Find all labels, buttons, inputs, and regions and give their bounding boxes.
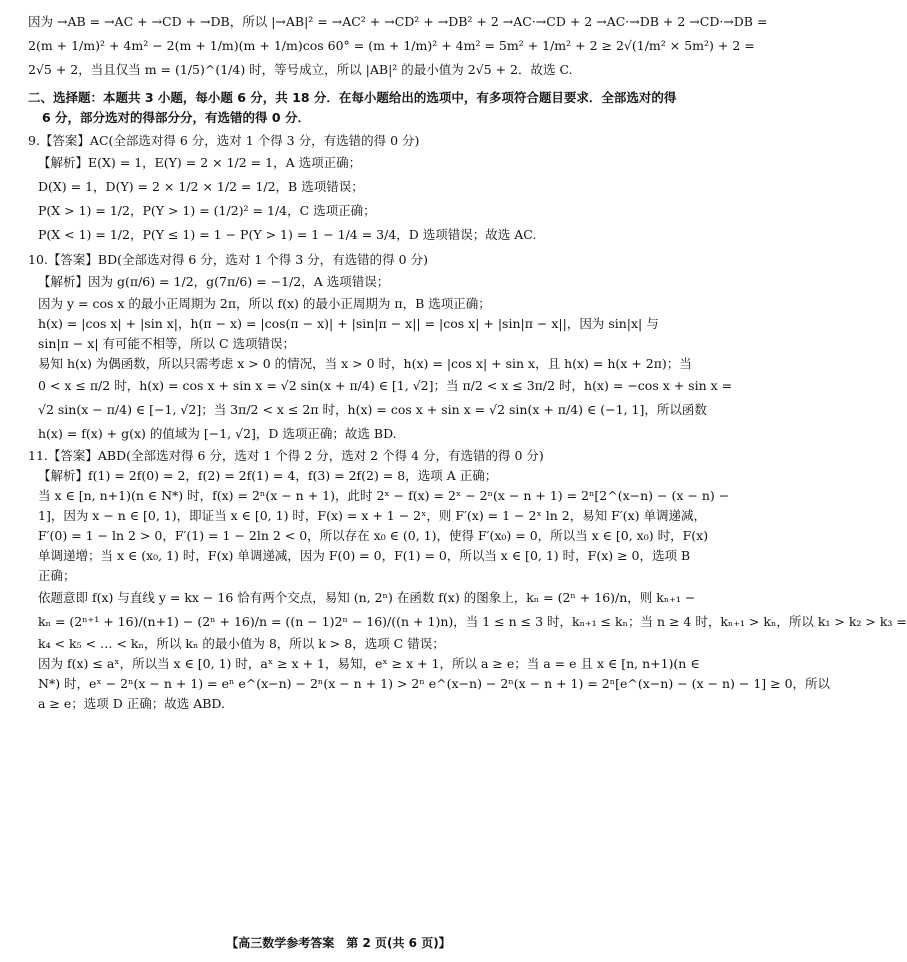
text-line: 10.【答案】BD(全部选对得 6 分，选对 1 个得 3 分，有选错的得 0 分) (28, 252, 428, 267)
text-line: F′(0) = 1 − ln 2 > 0，F′(1) = 1 − 2ln 2 < 0，所以存在 x₀ ∈ (0, 1)，使得 F′(x₀) = 0，所以当 x ∈ [0, x₀) 时，F(x) (38, 528, 709, 543)
text-line: 易知 h(x) 为偶函数，所以只需考虑 x > 0 的情况，当 x > 0 时，h(x) = |cos x| + sin x，且 h(x) = h(x + 2π)；当 (38, 356, 692, 371)
text-line: 正确； (38, 568, 76, 583)
text-line: 6 分，部分选对的得部分分，有选错的得 0 分． (42, 110, 310, 125)
text-line: 2√5 + 2，当且仅当 m = (1/5)^(1/4) 时，等号成立，所以 |AB|² 的最小值为 2√5 + 2．故选 C. (28, 62, 573, 77)
answer-content (28, 10, 907, 714)
text-line: 依题意即 f(x) 与直线 y = kx − 16 恰有两个交点，易知 (n, 2ⁿ) 在函数 f(x) 的图象上，kₙ = (2ⁿ + 16)/n，则 kₙ₊₁ − (38, 590, 696, 605)
text-line: D(X) = 1，D(Y) = 2 × 1/2 × 1/2 = 1/2，B 选项错误； (38, 179, 364, 194)
text-line: 2(m + 1/m)² + 4m² − 2(m + 1/m)(m + 1/m)cos 60° = (m + 1/m)² + 4m² = 5m² + 1/m² + 2 ≥ 2√(1/m² × 5m²) + 2 = (28, 38, 755, 53)
text-line: P(X < 1) = 1/2，P(Y ≤ 1) = 1 − P(Y > 1) = 1 − 1/4 = 3/4，D 选项错误；故选 AC. (38, 227, 537, 242)
text-line: 【解析】因为 g(π/6) = 1/2，g(7π/6) = −1/2，A 选项错误； (38, 274, 390, 289)
text-line: 【解析】f(1) = 2f(0) = 2，f(2) = 2f(1) = 4，f(3) = 2f(2) = 8，选项 A 正确； (38, 468, 498, 483)
text-line: 因为 →AB = →AC + →CD + →DB，所以 |→AB|² = →AC² + →CD² + →DB² + 2 →AC·→CD + 2 →AC·→DB + 2 →CD·→DB = (28, 14, 768, 29)
text-line: h(x) = |cos x| + |sin x|，h(π − x) = |cos(π − x)| + |sin|π − x|| = |cos x| + |sin|π − x||，因为 sin|x| 与 (38, 316, 659, 331)
text-line: 因为 y = cos x 的最小正周期为 2π，所以 f(x) 的最小正周期为 π，B 选项正确； (38, 296, 491, 311)
text-line: 9.【答案】AC(全部选对得 6 分，选对 1 个得 3 分，有选错的得 0 分) (28, 133, 420, 148)
text-line: h(x) = f(x) + g(x) 的值域为 [−1, √2]，D 选项正确；故选 BD. (38, 426, 397, 441)
text-line: 当 x ∈ [n, n+1)(n ∈ N*) 时，f(x) = 2ⁿ(x − n + 1)，此时 2ˣ − f(x) = 2ˣ − 2ⁿ(x − n + 1) = 2ⁿ[2^(x−n) − (x − n) − (38, 488, 730, 503)
text-line: 11.【答案】ABD(全部选对得 6 分，选对 1 个得 2 分，选对 2 个得 4 分，有选错的得 0 分) (28, 448, 544, 463)
text-line: 1]，因为 x − n ∈ [0, 1)，即证当 x ∈ [0, 1) 时，F(x) = x + 1 − 2ˣ，则 F′(x) = 1 − 2ˣ ln 2，易知 F′(x) 单调递减， (38, 508, 706, 523)
text-line: a ≥ e；选项 D 正确；故选 ABD. (38, 696, 225, 711)
text-line: 【解析】E(X) = 1，E(Y) = 2 × 1/2 = 1，A 选项正确； (38, 155, 362, 170)
text-line: √2 sin(x − π/4) ∈ [−1, √2]；当 3π/2 < x ≤ 2π 时，h(x) = cos x + sin x = √2 sin(x + π/4) ∈ (−1, 1]，所以函数 (38, 402, 707, 417)
text-line: k₄ < k₅ < … < kₙ，所以 kₙ 的最小值为 8，所以 k > 8，选项 C 错误； (38, 636, 445, 651)
text-line: sin|π − x| 有可能不相等，所以 C 选项错误； (38, 336, 296, 351)
page-footer: 【高三数学参考答案 第 2 页(共 6 页)】 (226, 936, 451, 950)
text-line: N*) 时，eˣ − 2ⁿ(x − n + 1) = eⁿ e^(x−n) − 2ⁿ(x − n + 1) > 2ⁿ e^(x−n) − 2ⁿ(x − n + 1) = 2ⁿ[e^(x−n) − (x − n) − 1] ≥ 0，所以 (38, 676, 831, 691)
text-line: kₙ = (2ⁿ⁺¹ + 16)/(n+1) − (2ⁿ + 16)/n = ((n − 1)2ⁿ − 16)/((n + 1)n)，当 1 ≤ n ≤ 3 时，kₙ₊₁ ≤ kₙ；当 n ≥ 4 时，kₙ₊₁ > kₙ，所以 k₁ > k₂ > k₃ = (38, 614, 907, 629)
text-line: P(X > 1) = 1/2，P(Y > 1) = (1/2)² = 1/4，C 选项正确； (38, 203, 376, 218)
text-line: 单调递增；当 x ∈ (x₀, 1) 时，F(x) 单调递减，因为 F(0) = 0，F(1) = 0，所以当 x ∈ [0, 1) 时，F(x) ≥ 0，选项 B (38, 548, 691, 563)
text-line: 0 < x ≤ π/2 时，h(x) = cos x + sin x = √2 sin(x + π/4) ∈ [1, √2]；当 π/2 < x ≤ 3π/2 时，h(x) = −cos x + sin x = (38, 378, 733, 393)
text-line: 因为 f(x) ≤ aˣ，所以当 x ∈ [0, 1) 时，aˣ ≥ x + 1，易知，eˣ ≥ x + 1，所以 a ≥ e；当 a = e 且 x ∈ [n, n+1)(n ∈ (38, 656, 700, 671)
text-line: 二、选择题：本题共 3 小题，每小题 6 分，共 18 分．在每小题给出的选项中，有多项符合题目要求．全部选对的得 (28, 90, 677, 105)
